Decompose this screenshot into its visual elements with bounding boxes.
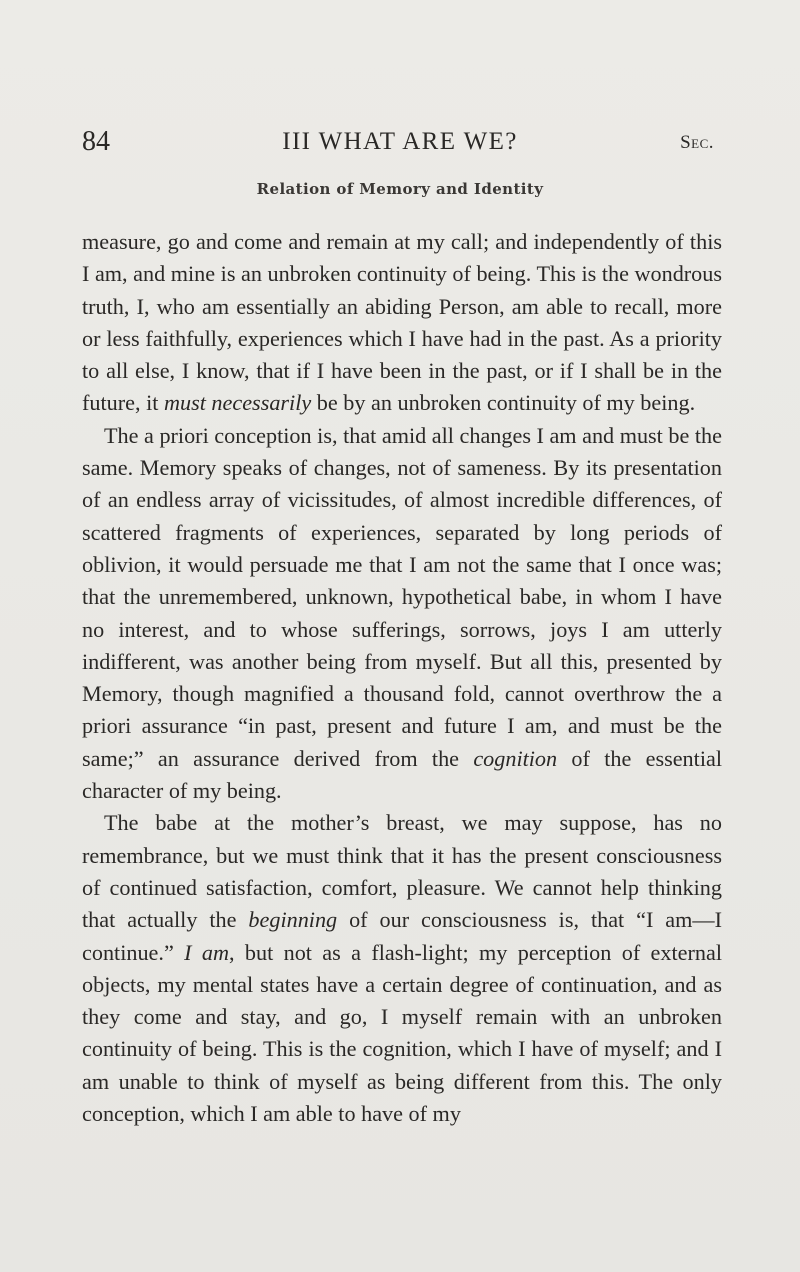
italic-text: cognition (473, 745, 558, 771)
page-header (0, 122, 800, 162)
italic-text: beginning (248, 907, 338, 933)
text-segment: , but not as a flash-light; my perception of external objects, my mental states have a certain degree of continuation, and as they come and stay, and go, I myself remain with an unbroken continuity of being. This is the cognition, which I have of myself; and I am unable to think of myself as being different from this. The only conception, which I am able to have of my (82, 939, 722, 1127)
running-title: III WHAT ARE WE? (282, 128, 518, 155)
text-segment: The babe at the mother’s breast, we may suppose, has no remembrance, but we must think that it has the present consciousness of continued satisfaction, comfort, pleasure. We cannot help thinking that actually the (82, 810, 722, 933)
paragraph (82, 807, 722, 1130)
body-text (82, 226, 722, 1130)
section-mark: Sec. (680, 132, 714, 153)
section-subtitle: Relation of Memory and Identity (256, 180, 544, 198)
text-segment: be by an unbroken continuity of my being. (311, 390, 696, 416)
page-number: 84 (82, 126, 110, 157)
text-segment: of our consciousness is, that “I am—I continue.” (82, 907, 722, 965)
paragraph (82, 420, 722, 808)
paragraph (82, 226, 722, 420)
italic-text: I am (184, 939, 230, 965)
text-segment: measure, go and come and remain at my call; and independently of this I am, and mine is an unbroken continuity of being. This is the wondrous truth, I, who am essentially an abiding Person, am able to recall, more or less faithfully, experiences which I have had in the past. As a priority to all else, I know, that if I have been in the past, or if I shall be in the future, it (82, 229, 722, 416)
text-segment: The a priori conception is, that amid all changes I am and must be the same. Memory speaks of changes, not of sameness. By its presentation of an endless array of vicissitudes, of almost incredible differences, of scattered fragments of experiences, separated by long periods of oblivion, it would persuade me that I am not the same that I once was; that the unremembered, unknown, hypothetical babe, in whom I have no interest, and to whose sufferings, sorrows, joys I am utterly indifferent, was another being from myself. But all this, presented by Memory, though magnified a thousand fold, cannot overthrow the a priori assurance “in past, present and future I am, and must be the same;” an assurance derived from the (82, 422, 722, 771)
italic-text: must necessarily (163, 390, 312, 416)
text-segment: of the essential character of my being. (82, 745, 722, 804)
